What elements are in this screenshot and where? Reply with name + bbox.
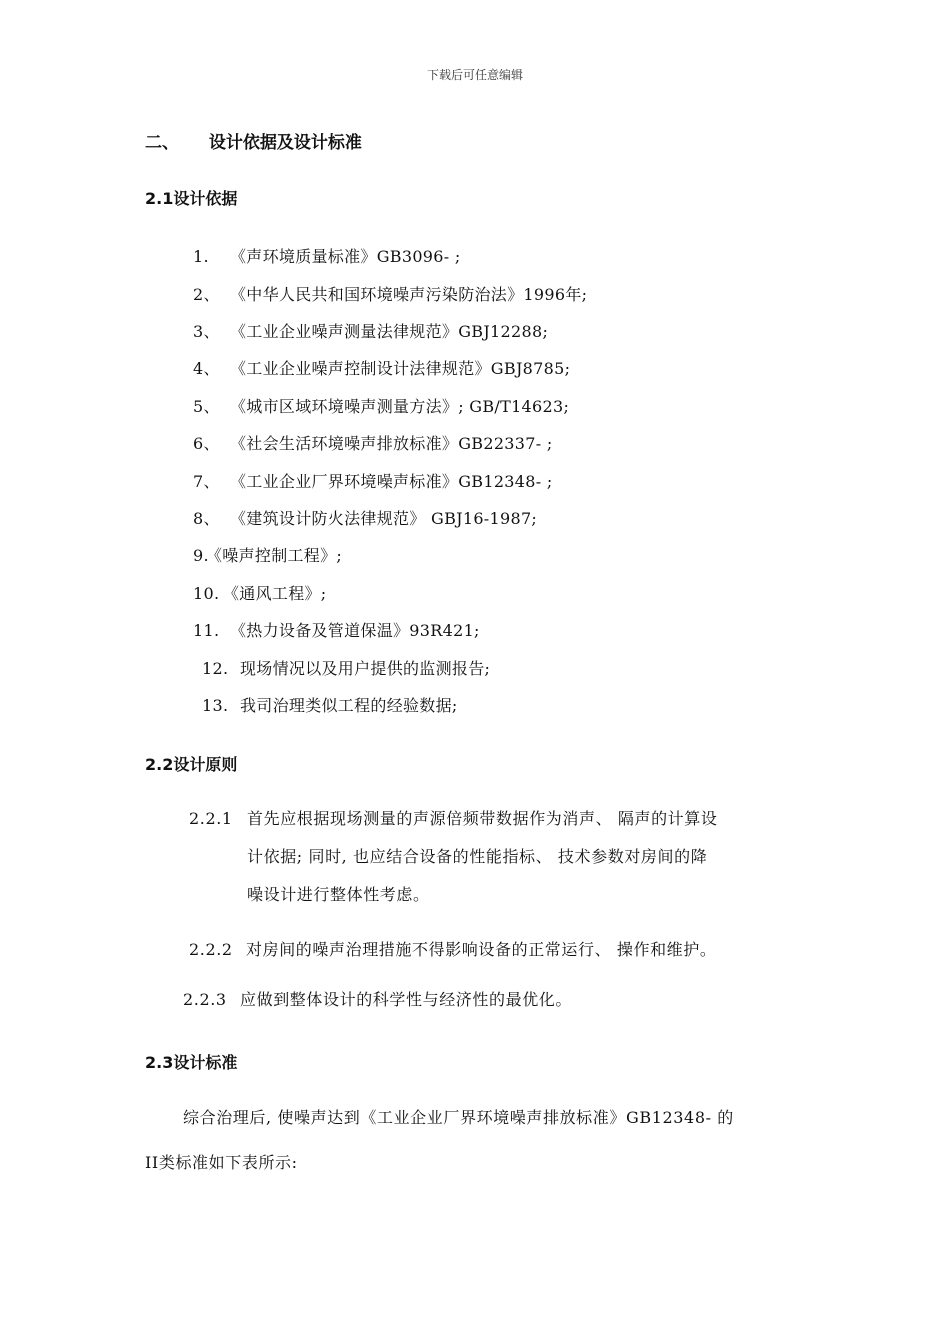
list-item xyxy=(193,319,548,342)
principle-text: 应做到整体设计的科学性与经济性的最优化。 xyxy=(240,990,573,1009)
list-item-text: 《城市区域环境噪声测量方法》; GB/T14623; xyxy=(230,397,570,416)
list-item-number: 2、 xyxy=(193,285,220,304)
list-item-text: 《声环境质量标准》GB3096- ; xyxy=(230,247,461,266)
list-item xyxy=(193,356,570,379)
list-item xyxy=(193,618,480,641)
list-item xyxy=(193,581,327,604)
list-item-text: 我司治理类似工程的经验数据; xyxy=(240,696,458,715)
section-title-text: 设计依据及设计标准 xyxy=(208,133,362,153)
list-item-number: 13. xyxy=(202,696,229,715)
list-item-number: 9. xyxy=(193,546,209,565)
list-item-number: 4、 xyxy=(193,359,220,378)
list-item-text: 《热力设备及管道保温》93R421; xyxy=(230,621,480,640)
list-item-number: 3、 xyxy=(193,322,220,341)
principle-text: 首先应根据现场测量的声源倍频带数据作为消声、 隔声的计算设 xyxy=(247,809,718,828)
list-item-number: 7、 xyxy=(193,472,220,491)
list-item xyxy=(193,282,587,305)
principle-text: 对房间的噪声治理措施不得影响设备的正常运行、 操作和维护。 xyxy=(246,940,717,959)
page-header: 下载后可任意编辑 xyxy=(426,68,523,82)
list-item-number: 11. xyxy=(193,621,220,640)
list-item xyxy=(193,543,342,566)
principle-2-2-3 xyxy=(183,981,572,1019)
section-title xyxy=(145,128,362,153)
principle-2-2-1-line2: 计依据; 同时, 也应结合设备的性能指标、 技术参数对房间的降 xyxy=(247,847,708,866)
heading-2-3: 2.3设计标准 xyxy=(145,1053,238,1072)
list-item-text: 《工业企业厂界环境噪声标准》GB12348- ; xyxy=(230,472,553,491)
list-item xyxy=(202,693,458,716)
list-item-number: 1. xyxy=(193,247,209,266)
section-number: 二、 xyxy=(145,133,179,153)
list-item-number: 5、 xyxy=(193,397,220,416)
heading-2-1: 2.1设计依据 xyxy=(145,189,238,208)
principle-2-2-2 xyxy=(189,931,717,969)
list-item-text: 《工业企业噪声控制设计法律规范》GBJ8785; xyxy=(230,359,571,378)
list-item-text: 《噪声控制工程》; xyxy=(206,546,343,565)
principle-2-2-1-line3: 噪设计进行整体性考虑。 xyxy=(247,885,430,904)
list-item-text: 《建筑设计防火法律规范》 GBJ16-1987; xyxy=(230,509,538,528)
list-item xyxy=(193,431,553,454)
list-item xyxy=(202,656,490,679)
standard-paragraph-line2: II类标准如下表所示: xyxy=(145,1153,298,1172)
list-item-number: 6、 xyxy=(193,434,220,453)
list-item-number: 8、 xyxy=(193,509,220,528)
list-item-number: 10. xyxy=(193,584,220,603)
list-item xyxy=(193,469,553,492)
principle-number: 2.2.2 xyxy=(189,940,233,959)
list-item xyxy=(193,394,569,417)
principle-2-2-1-line1 xyxy=(189,800,718,838)
list-item xyxy=(193,506,537,529)
principle-number: 2.2.3 xyxy=(183,990,227,1009)
standard-paragraph-line1: 综合治理后, 使噪声达到《工业企业厂界环境噪声排放标准》GB12348- 的 xyxy=(183,1108,734,1127)
heading-2-2: 2.2设计原则 xyxy=(145,755,238,774)
list-item-number: 12. xyxy=(202,659,229,678)
list-item xyxy=(193,244,461,267)
principle-number: 2.2.1 xyxy=(189,809,233,828)
list-item-text: 《社会生活环境噪声排放标准》GB22337- ; xyxy=(230,434,553,453)
list-item-text: 《通风工程》; xyxy=(223,584,327,603)
list-item-text: 现场情况以及用户提供的监测报告; xyxy=(240,659,491,678)
list-item-text: 《工业企业噪声测量法律规范》GBJ12288; xyxy=(230,322,549,341)
list-item-text: 《中华人民共和国环境噪声污染防治法》1996年; xyxy=(230,285,588,304)
